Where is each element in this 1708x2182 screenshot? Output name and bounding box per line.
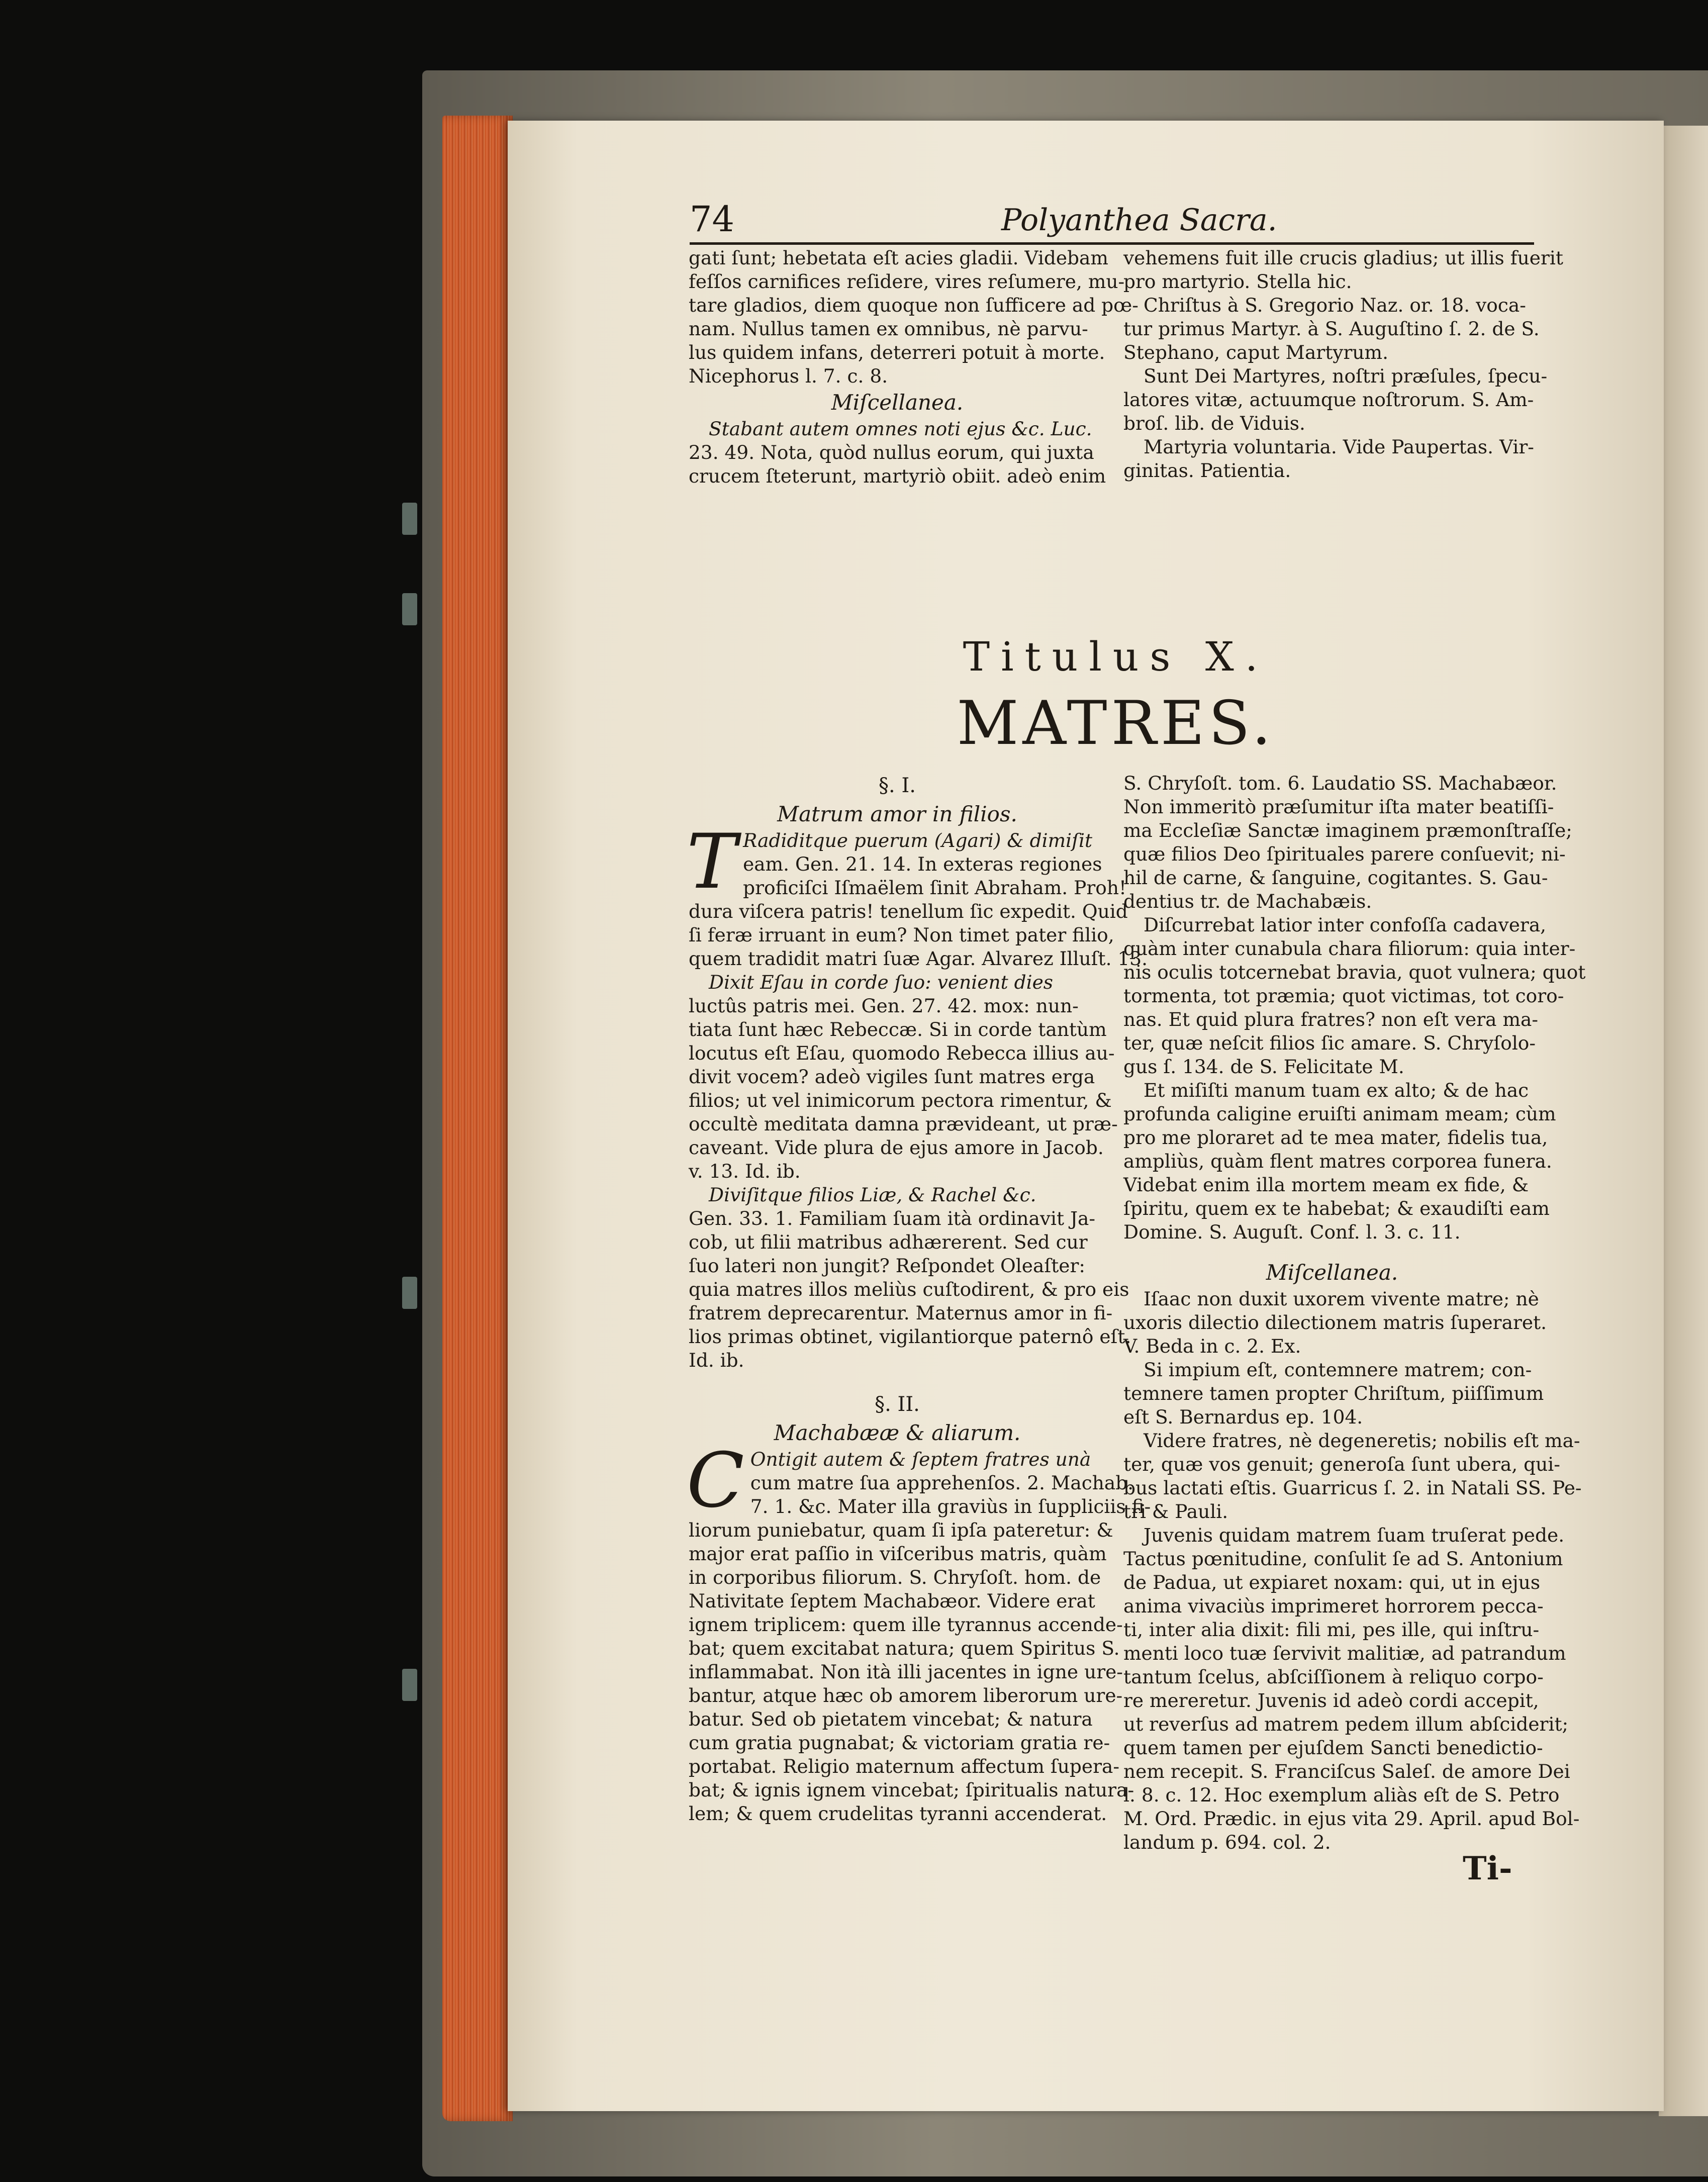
text-line: Martyria voluntaria. Vide Paupertas. Vir- xyxy=(1144,436,1534,458)
binding-clip xyxy=(402,1669,417,1701)
text-line: Tactus pœnitudine, conſulit ſe ad S. Antonium xyxy=(1123,1548,1563,1570)
section-subheading: Matrum amor in filios. xyxy=(777,802,1017,826)
section-heading: §. II. xyxy=(875,1393,920,1416)
text-line: V. Beda in c. 2. Ex. xyxy=(1123,1335,1301,1357)
facing-page-edge xyxy=(1659,126,1708,2116)
text-line: Non immeritò præſumitur iſta mater beatiſſi- xyxy=(1123,796,1554,818)
text-line: batur. Sed ob pietatem vincebat; & natura xyxy=(689,1708,1093,1730)
text-line: major erat paſſio in viſceribus matris, quàm xyxy=(689,1543,1107,1565)
text-line: fratrem deprecarentur. Maternus amor in fi- xyxy=(689,1302,1113,1324)
text-line: filios; ut vel inimicorum pectora rimentur, & xyxy=(689,1089,1112,1111)
text-line: lus quidem infans, deterreri potuit à morte. xyxy=(689,341,1105,363)
text-line: quàm inter cunabula chara filiorum: quia inter- xyxy=(1123,937,1576,960)
text-line: Videre fratres, nè degeneretis; nobilis eſt ma- xyxy=(1144,1430,1580,1452)
text-line: Chriſtus à S. Gregorio Naz. or. 18. voca- xyxy=(1144,294,1526,316)
text-line: Iſaac non duxit uxorem vivente matre; nè xyxy=(1144,1288,1539,1310)
top-right-column xyxy=(1123,246,1563,483)
text-line: Nicephorus l. 7. c. 8. xyxy=(689,365,888,387)
text-line: eam. Gen. 21. 14. In exteras regiones xyxy=(743,853,1102,875)
text-line: Radiditque puerum (Agari) & dimiſit xyxy=(743,829,1093,851)
running-title: Polyanthea Sacra. xyxy=(1001,203,1277,238)
catchword: Ti- xyxy=(1463,1850,1512,1887)
drop-cap: T xyxy=(687,818,737,906)
text-line: quem tradidit matri ſuæ Agar. Alvarez Illuſt. 13. xyxy=(689,947,1148,970)
text-line: lios primas obtinet, vigilantiorque paternô eſt. xyxy=(689,1325,1131,1348)
text-line: cum matre ſua apprehenſos. 2. Machab. xyxy=(750,1472,1134,1494)
text-line: tare gladios, diem quoque non ſufficere ad pœ- xyxy=(689,294,1138,316)
header-rule xyxy=(690,242,1534,245)
text-line: tri & Pauli. xyxy=(1123,1500,1228,1523)
text-line: 23. 49. Nota, quòd nullus eorum, qui juxta xyxy=(689,441,1094,463)
text-line: Ontigit autem & ſeptem fratres unà xyxy=(750,1448,1091,1470)
text-line: Id. ib. xyxy=(689,1349,744,1371)
text-line: Dixit Eſau in corde ſuo: venient dies xyxy=(709,971,1054,993)
text-line: Stephano, caput Martyrum. xyxy=(1123,341,1389,363)
text-line: temnere tamen propter Chriſtum, piiſſimum xyxy=(1123,1382,1544,1404)
text-line: proficiſci Iſmaëlem ſinit Abraham. Proh! xyxy=(743,877,1127,899)
text-line: bat; quem excitabat natura; quem Spiritus S. xyxy=(689,1637,1120,1659)
text-line: nis oculis totcernebat bravia, quot vulnera; quot xyxy=(1123,961,1586,983)
text-line: ti, inter alia dixit: fili mi, pes ille, qui inſtru- xyxy=(1123,1619,1540,1641)
text-line: tur primus Martyr. à S. Auguſtino ſ. 2. de S. xyxy=(1123,318,1540,340)
text-line: menti loco tuæ ſervivit malitiæ, ad patrandum xyxy=(1123,1642,1566,1664)
text-line: anima vivaciùs imprimeret horrorem pecca- xyxy=(1123,1595,1544,1617)
text-line: dentius tr. de Machabæis. xyxy=(1123,890,1372,912)
text-line: ſi feræ irruant in eum? Non timet pater filio, xyxy=(689,924,1114,946)
text-line: caveant. Vide plura de ejus amore in Jacob. xyxy=(689,1136,1104,1159)
text-line: ut reverſus ad matrem pedem illum abſciderit; xyxy=(1123,1713,1569,1735)
text-line: bus lactati eſtis. Guarricus ſ. 2. in Natali SS. Pe- xyxy=(1123,1477,1582,1499)
text-line: Et miſiſti manum tuam ex alto; & de hac xyxy=(1144,1079,1529,1101)
text-line: latores vitæ, actuumque noſtrorum. S. Am- xyxy=(1123,389,1534,411)
text-line: landum p. 694. col. 2. xyxy=(1123,1831,1331,1853)
text-line: quem tamen per ejuſdem Sancti benedictio- xyxy=(1123,1737,1543,1759)
text-line: inflammabat. Non ità illi jacentes in igne ure- xyxy=(689,1661,1123,1683)
text-line: locutus eſt Eſau, quomodo Rebecca illius au- xyxy=(689,1042,1115,1064)
text-line: ignem triplicem: quem ille tyrannus accende- xyxy=(689,1614,1123,1636)
left-column xyxy=(687,772,1151,1826)
text-line: eſt S. Bernardus ep. 104. xyxy=(1123,1406,1363,1428)
text-line: tantum ſcelus, abſciſſionem à reliquo corpo- xyxy=(1123,1666,1544,1688)
text-line: in corporibus filiorum. S. Chryſoſt. hom. de xyxy=(689,1566,1101,1588)
right-column xyxy=(1123,772,1586,1854)
text-line: S. Chryſoſt. tom. 6. Laudatio SS. Machabæor. xyxy=(1123,772,1557,794)
text-line: broſ. lib. de Viduis. xyxy=(1123,412,1305,434)
binding-clip xyxy=(402,503,417,535)
section-heading: §. I. xyxy=(879,774,916,797)
text-line: cob, ut filii matribus adhærerent. Sed cur xyxy=(689,1231,1088,1253)
binding-clip xyxy=(402,593,417,625)
book-page xyxy=(508,121,1664,2111)
text-line: v. 13. Id. ib. xyxy=(689,1160,801,1182)
text-line: luctûs patris mei. Gen. 27. 42. mox: nun- xyxy=(689,995,1079,1017)
text-line: ter, quæ neſcit filios ſic amare. S. Chryſolo- xyxy=(1123,1032,1536,1054)
page-edges xyxy=(442,116,513,2121)
text-line: Domine. S. Auguſt. Conf. l. 3. c. 11. xyxy=(1123,1221,1461,1243)
text-line: gus ſ. 134. de S. Felicitate M. xyxy=(1123,1056,1404,1078)
text-line: quia matres illos meliùs cuſtodirent, & pro eis xyxy=(689,1278,1129,1300)
text-line: bat; & ignis ignem vincebat; ſpiritualis natura- xyxy=(689,1779,1134,1801)
text-line: Sunt Dei Martyres, noſtri præſules, ſpecu- xyxy=(1144,365,1548,387)
text-line: profunda caligine eruiſti animam meam; cùm xyxy=(1123,1103,1556,1125)
text-line: Juvenis quidam matrem ſuam truſerat pede. xyxy=(1144,1524,1565,1546)
text-line: crucem ſteterunt, martyriò obiit. adeò enim xyxy=(689,465,1106,487)
text-line: re mereretur. Juvenis id adeò cordi accepit, xyxy=(1123,1689,1539,1712)
text-line: 7. 1. &c. Mater illa graviùs in ſuppliciis fi- xyxy=(750,1495,1151,1517)
text-line: quæ filios Deo ſpirituales parere conſuevit; ni- xyxy=(1123,843,1566,865)
text-line: occultè meditata damna prævideant, ut præ- xyxy=(689,1113,1118,1135)
text-line: Diviſitque filios Liæ, & Rachel &c. xyxy=(709,1184,1036,1206)
text-line: nas. Et quid plura fratres? non eſt vera ma- xyxy=(1123,1008,1539,1030)
titulus-heading: Titulus X. xyxy=(963,633,1269,680)
text-line: tiata ſunt hæc Rebeccæ. Si in corde tantùm xyxy=(689,1018,1107,1040)
text-line: ampliùs, quàm flent matres corporea funera. xyxy=(1123,1150,1552,1172)
text-line: ginitas. Patientia. xyxy=(1123,459,1291,482)
text-line: portabat. Religio maternum affectum ſupera- xyxy=(689,1755,1120,1777)
page-header xyxy=(690,199,1544,244)
text-line: hil de carne, & ſanguine, cogitantes. S. Gau- xyxy=(1123,867,1548,889)
text-line: gati ſunt; hebetata eſt acies gladii. Videbam xyxy=(689,247,1108,269)
text-line: M. Ord. Prædic. in ejus vita 29. April. apud Bol- xyxy=(1123,1808,1580,1830)
miscellanea-heading: Miſcellanea. xyxy=(831,390,964,415)
text-line: de Padua, ut expiaret noxam: qui, ut in ejus xyxy=(1123,1571,1541,1593)
text-line: dura viſcera patris! tenellum ſic expedit. Quid xyxy=(689,900,1128,922)
text-line: l. 8. c. 12. Hoc exemplum aliàs eſt de S. Petro xyxy=(1123,1784,1560,1806)
drop-cap: C xyxy=(687,1437,744,1525)
text-line: nem recepit. S. Franciſcus Saleſ. de amore Dei xyxy=(1123,1760,1570,1782)
binding-clip xyxy=(402,1277,417,1309)
text-line: vehemens fuit ille crucis gladius; ut illis fuerit xyxy=(1123,247,1563,269)
section-subheading: Machabææ & aliarum. xyxy=(774,1420,1021,1445)
text-line: lem; & quem crudelitas tyranni accenderat. xyxy=(689,1802,1107,1825)
text-line: ſuo lateri non jungit? Reſpondet Oleaſter: xyxy=(689,1255,1086,1277)
chapter-title: MATRES. xyxy=(957,689,1275,758)
text-line: bantur, atque hæc ob amorem liberorum ure- xyxy=(689,1684,1123,1706)
text-line: nam. Nullus tamen ex omnibus, nè parvu- xyxy=(689,318,1088,340)
text-line: pro me ploraret ad te mea mater, fidelis tua, xyxy=(1123,1126,1548,1149)
miscellanea-heading: Miſcellanea. xyxy=(1266,1260,1398,1285)
text-line: Diſcurrebat latior inter confoſſa cadavera, xyxy=(1144,914,1547,936)
text-line: pro martyrio. Stella hic. xyxy=(1123,270,1352,293)
text-line: divit vocem? adeò vigiles ſunt matres erga xyxy=(689,1066,1095,1088)
text-line: tormenta, tot præmia; quot victimas, tot coro- xyxy=(1123,985,1564,1007)
top-left-column xyxy=(689,246,1138,488)
text-line: Si impium eſt, contemnere matrem; con- xyxy=(1144,1359,1532,1381)
text-line: Stabant autem omnes noti ejus &c. Luc. xyxy=(709,418,1092,440)
text-line: ſpiritu, quem ex te habebat; & exaudiſti eam xyxy=(1123,1197,1550,1219)
text-line: ma Eccleſiæ Sanctæ imaginem præmonſtraſſe; xyxy=(1123,819,1572,841)
text-line: uxoris dilectio dilectionem matris ſuperaret. xyxy=(1123,1311,1547,1334)
text-line: cum gratia pugnabat; & victoriam gratia re- xyxy=(689,1732,1110,1754)
text-line: liorum puniebatur, quam ſi ipſa pateretur: & xyxy=(689,1519,1113,1541)
text-line: Nativitate ſeptem Machabæor. Videre erat xyxy=(689,1590,1095,1612)
text-line: Videbat enim illa mortem meam ex fide, & xyxy=(1123,1174,1529,1196)
text-line: ter, quæ vos genuit; generoſa ſunt ubera, qui- xyxy=(1123,1453,1560,1475)
text-line: feſſos carnifices reſidere, vires reſumere, mu- xyxy=(689,270,1125,293)
page-number: 74 xyxy=(690,199,735,240)
text-line: Gen. 33. 1. Familiam ſuam ità ordinavit Ja- xyxy=(689,1207,1096,1229)
